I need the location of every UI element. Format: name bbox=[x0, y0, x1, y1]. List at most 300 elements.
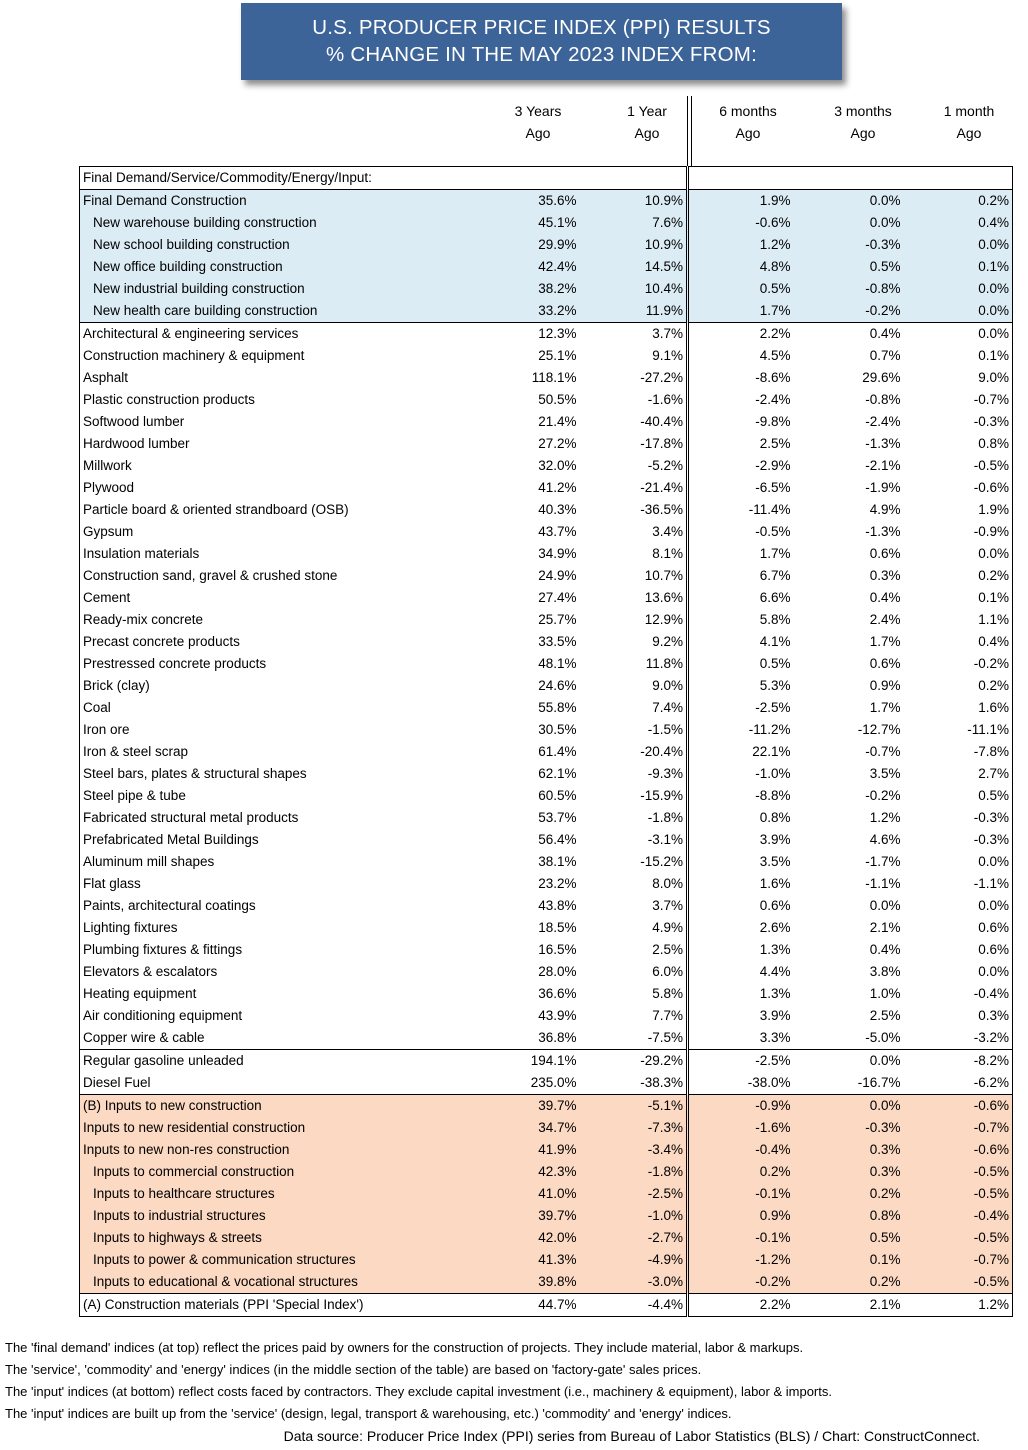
table-row bbox=[80, 234, 1013, 256]
value-3-months: 1.2% bbox=[869, 810, 901, 825]
data-source: Data source: Producer Price Index (PPI) series from Bureau of Labor Statistics (BLS) / Chart: ConstructConnect. bbox=[283, 1428, 980, 1444]
value-3-years: 43.9% bbox=[538, 1008, 577, 1023]
value-1-month: -0.3% bbox=[904, 829, 1013, 851]
value-1-year: -27.2% bbox=[580, 367, 688, 389]
value-3-months: -1.1% bbox=[865, 876, 901, 891]
value-3-years: 41.2% bbox=[538, 480, 577, 495]
value-6-months: -9.8% bbox=[688, 411, 794, 433]
value-1-month: 0.0% bbox=[904, 323, 1013, 346]
value-3-months: 0.2% bbox=[794, 1183, 904, 1205]
value-3-years: 35.6% bbox=[502, 190, 580, 213]
value-3-months: 0.4% bbox=[794, 323, 904, 346]
value-1-year: 10.9% bbox=[580, 190, 688, 213]
col-header-1-year: 1 Year Ago bbox=[627, 103, 667, 141]
value-6-months: -0.9% bbox=[688, 1095, 794, 1118]
value-3-months: 1.7% bbox=[869, 700, 901, 715]
table-row bbox=[80, 1183, 1013, 1205]
row-label: Softwood lumber bbox=[80, 411, 502, 433]
value-3-months: 0.0% bbox=[794, 1050, 904, 1073]
value-3-years: 33.2% bbox=[502, 300, 580, 323]
value-3-years: 43.7% bbox=[538, 524, 577, 539]
note-2: The 'service', 'commodity' and 'energy' indices (in the middle section of the table) are based on 'factory-gate' sales prices. bbox=[5, 1362, 702, 1377]
row-label: Iron ore bbox=[80, 719, 502, 741]
value-1-year: -7.5% bbox=[580, 1027, 688, 1050]
table-row bbox=[80, 1161, 1013, 1183]
value-3-months: 2.1% bbox=[869, 920, 901, 935]
value-6-months: -38.0% bbox=[688, 1072, 794, 1095]
value-6-months: 4.5% bbox=[688, 345, 794, 367]
table-row bbox=[80, 411, 1013, 433]
value-6-months: 0.6% bbox=[688, 895, 794, 917]
value-1-month: 0.1% bbox=[904, 587, 1013, 609]
value-1-year: 2.5% bbox=[580, 939, 688, 961]
value-1-month: -0.7% bbox=[904, 1249, 1013, 1271]
value-1-year: 4.9% bbox=[580, 917, 688, 939]
value-3-years: 39.7% bbox=[502, 1205, 580, 1227]
row-label: New school building construction bbox=[80, 234, 502, 256]
value-1-year: -36.5% bbox=[580, 499, 688, 521]
table-row bbox=[80, 917, 1013, 939]
table-row bbox=[80, 323, 1013, 346]
value-3-years: 60.5% bbox=[538, 788, 577, 803]
row-label: Steel bars, plates & structural shapes bbox=[80, 763, 502, 785]
table-row bbox=[80, 785, 1013, 807]
value-6-months: 0.9% bbox=[688, 1205, 794, 1227]
value-1-year: -1.8% bbox=[580, 1161, 688, 1183]
value-1-year: 7.4% bbox=[580, 697, 688, 719]
value-6-months: 1.7% bbox=[688, 300, 794, 323]
value-3-years: 41.0% bbox=[502, 1183, 580, 1205]
value-3-years: 118.1% bbox=[531, 370, 577, 385]
value-1-month: 0.3% bbox=[904, 1005, 1013, 1027]
row-label: Inputs to educational & vocational structures bbox=[80, 1271, 502, 1294]
value-1-month: 0.0% bbox=[904, 851, 1013, 873]
table-row bbox=[80, 675, 1013, 697]
value-6-months: 2.6% bbox=[688, 917, 794, 939]
row-label: Lighting fixtures bbox=[80, 917, 502, 939]
row-label: Heating equipment bbox=[80, 983, 502, 1005]
value-3-months: 3.5% bbox=[869, 766, 901, 781]
value-3-months: 0.4% bbox=[869, 590, 901, 605]
value-3-months: 0.9% bbox=[869, 678, 901, 693]
value-3-years: 34.7% bbox=[502, 1117, 580, 1139]
row-label: Brick (clay) bbox=[80, 675, 502, 697]
value-3-years: 24.6% bbox=[538, 678, 577, 693]
value-3-months: 0.5% bbox=[794, 256, 904, 278]
table-row bbox=[80, 873, 1013, 895]
value-1-month: 1.1% bbox=[904, 609, 1013, 631]
value-3-years: 30.5% bbox=[538, 722, 577, 737]
value-6-months: 6.6% bbox=[688, 587, 794, 609]
note-3: The 'input' indices (at bottom) reflect costs faced by contractors. They exclude capital investment (i.e., machinery & equipment), labor & imports. bbox=[5, 1384, 832, 1399]
row-label: Inputs to industrial structures bbox=[80, 1205, 502, 1227]
value-1-year: 8.1% bbox=[580, 543, 688, 565]
value-1-month: 0.2% bbox=[904, 565, 1013, 587]
table-row bbox=[80, 1117, 1013, 1139]
row-label: Construction sand, gravel & crushed stone bbox=[80, 565, 502, 587]
value-6-months: -2.4% bbox=[688, 389, 794, 411]
table-row bbox=[80, 697, 1013, 719]
value-3-years: 45.1% bbox=[502, 212, 580, 234]
row-label: Paints, architectural coatings bbox=[80, 895, 502, 917]
value-1-year: -38.3% bbox=[580, 1072, 688, 1095]
value-3-years: 42.0% bbox=[502, 1227, 580, 1249]
value-1-year: -1.5% bbox=[580, 719, 688, 741]
value-3-years: 55.8% bbox=[538, 700, 577, 715]
value-1-month: 0.0% bbox=[904, 895, 1013, 917]
value-3-years: 48.1% bbox=[538, 656, 577, 671]
row-label: Precast concrete products bbox=[80, 631, 502, 653]
value-3-months: -2.4% bbox=[865, 414, 901, 429]
table-row bbox=[80, 1294, 1013, 1317]
value-6-months: -0.5% bbox=[688, 521, 794, 543]
value-1-month: 0.2% bbox=[904, 190, 1013, 213]
value-3-months: 0.1% bbox=[794, 1249, 904, 1271]
value-3-months: 4.9% bbox=[869, 502, 901, 517]
value-3-months: -1.7% bbox=[865, 854, 901, 869]
value-1-month: -0.2% bbox=[904, 653, 1013, 675]
value-3-months: -0.2% bbox=[865, 788, 901, 803]
value-1-month: -0.5% bbox=[904, 455, 1013, 477]
table-row bbox=[80, 631, 1013, 653]
value-3-months: -0.3% bbox=[794, 1117, 904, 1139]
value-6-months: -11.2% bbox=[688, 719, 794, 741]
value-6-months: 1.3% bbox=[688, 983, 794, 1005]
table-row bbox=[80, 983, 1013, 1005]
row-label: Cement bbox=[80, 587, 502, 609]
value-3-months: -5.0% bbox=[865, 1030, 901, 1045]
value-1-year: -4.9% bbox=[580, 1249, 688, 1271]
value-6-months: -0.1% bbox=[688, 1227, 794, 1249]
value-6-months: -2.9% bbox=[688, 455, 794, 477]
value-1-month: 1.6% bbox=[904, 697, 1013, 719]
row-label: Regular gasoline unleaded bbox=[80, 1050, 502, 1073]
value-1-month: -1.1% bbox=[904, 873, 1013, 895]
value-3-years: 38.2% bbox=[502, 278, 580, 300]
col-header-3-years: 3 Years Ago bbox=[514, 103, 562, 141]
value-6-months: 3.5% bbox=[688, 851, 794, 873]
value-6-months: 4.8% bbox=[688, 256, 794, 278]
value-3-months: 2.1% bbox=[794, 1294, 904, 1317]
value-1-year: -2.5% bbox=[580, 1183, 688, 1205]
value-1-year: 3.7% bbox=[580, 895, 688, 917]
value-1-year: 9.2% bbox=[580, 631, 688, 653]
value-1-year: -3.0% bbox=[580, 1271, 688, 1294]
table-row bbox=[80, 521, 1013, 543]
table-row bbox=[80, 1027, 1013, 1050]
value-6-months: 0.5% bbox=[688, 278, 794, 300]
value-6-months: -2.5% bbox=[688, 1050, 794, 1073]
value-1-year: 3.7% bbox=[580, 323, 688, 346]
value-3-years: 43.8% bbox=[538, 898, 577, 913]
row-label: Construction machinery & equipment bbox=[80, 345, 502, 367]
table-row bbox=[80, 939, 1013, 961]
row-label: Flat glass bbox=[80, 873, 502, 895]
table-row bbox=[80, 455, 1013, 477]
value-1-month: 0.6% bbox=[904, 939, 1013, 961]
value-3-years: 194.1% bbox=[502, 1050, 580, 1073]
value-1-month: 2.7% bbox=[904, 763, 1013, 785]
value-1-year: 5.8% bbox=[580, 983, 688, 1005]
value-3-years: 235.0% bbox=[530, 1075, 577, 1090]
value-6-months: 1.2% bbox=[688, 234, 794, 256]
value-3-years: 16.5% bbox=[538, 942, 577, 957]
value-1-month: -3.2% bbox=[904, 1027, 1013, 1050]
value-1-month: -11.1% bbox=[904, 719, 1013, 741]
value-1-year: 13.6% bbox=[580, 587, 688, 609]
table-row bbox=[80, 1050, 1013, 1073]
value-6-months: -0.2% bbox=[688, 1271, 794, 1294]
value-3-years: 56.4% bbox=[538, 832, 577, 847]
table-row bbox=[80, 653, 1013, 675]
value-6-months: 3.3% bbox=[688, 1027, 794, 1050]
value-1-month: 0.5% bbox=[904, 785, 1013, 807]
value-6-months: 1.7% bbox=[688, 543, 794, 565]
value-3-months: 2.5% bbox=[869, 1008, 901, 1023]
value-6-months: 0.5% bbox=[688, 653, 794, 675]
value-1-year: -29.2% bbox=[580, 1050, 688, 1073]
value-3-months: 0.2% bbox=[794, 1271, 904, 1294]
value-1-month: 0.0% bbox=[904, 300, 1013, 323]
table-row bbox=[80, 256, 1013, 278]
value-3-months: 4.6% bbox=[869, 832, 901, 847]
table-row bbox=[80, 1205, 1013, 1227]
table-row bbox=[80, 278, 1013, 300]
row-label: New warehouse building construction bbox=[80, 212, 502, 234]
value-3-months: -0.2% bbox=[794, 300, 904, 323]
value-1-month: -6.2% bbox=[904, 1072, 1013, 1095]
value-3-months: 3.8% bbox=[869, 964, 901, 979]
value-6-months: 4.1% bbox=[688, 631, 794, 653]
value-6-months: -8.6% bbox=[688, 367, 794, 389]
table-row bbox=[80, 851, 1013, 873]
table-row bbox=[80, 1139, 1013, 1161]
value-1-year: -4.4% bbox=[580, 1294, 688, 1317]
value-1-month: 0.0% bbox=[904, 278, 1013, 300]
table-row bbox=[80, 609, 1013, 631]
table-row bbox=[80, 212, 1013, 234]
value-1-month: -0.5% bbox=[904, 1183, 1013, 1205]
ppi-table bbox=[79, 166, 1012, 1317]
row-label: Particle board & oriented strandboard (OSB) bbox=[80, 499, 502, 521]
value-6-months: 0.2% bbox=[688, 1161, 794, 1183]
row-label: Fabricated structural metal products bbox=[80, 807, 502, 829]
value-1-month: 0.6% bbox=[904, 917, 1013, 939]
value-3-years: 25.1% bbox=[538, 348, 577, 363]
table-row bbox=[80, 1271, 1013, 1294]
value-6-months: 3.9% bbox=[688, 1005, 794, 1027]
value-3-months: -16.7% bbox=[857, 1075, 901, 1090]
header-double-divider bbox=[687, 96, 692, 166]
value-3-months: -1.3% bbox=[865, 436, 901, 451]
value-6-months: -8.8% bbox=[688, 785, 794, 807]
col-header-3-months: 3 months Ago bbox=[834, 103, 892, 141]
value-1-month: 1.2% bbox=[904, 1294, 1013, 1317]
table-row bbox=[80, 1249, 1013, 1271]
value-6-months: 4.4% bbox=[688, 961, 794, 983]
row-label: Inputs to healthcare structures bbox=[80, 1183, 502, 1205]
row-label: Millwork bbox=[80, 455, 502, 477]
value-3-years: 28.0% bbox=[538, 964, 577, 979]
value-3-months: 0.3% bbox=[794, 1139, 904, 1161]
value-1-year: -2.7% bbox=[580, 1227, 688, 1249]
row-label: Architectural & engineering services bbox=[80, 323, 502, 346]
table-row bbox=[80, 587, 1013, 609]
row-label: Aluminum mill shapes bbox=[80, 851, 502, 873]
row-label: Asphalt bbox=[80, 367, 502, 389]
value-3-years: 61.4% bbox=[538, 744, 577, 759]
value-3-months: 0.7% bbox=[869, 348, 901, 363]
note-4: The 'input' indices are built up from the 'service' (design, legal, transport & warehousing, etc.) 'commodity' and 'energy' indices. bbox=[5, 1406, 732, 1421]
value-3-months: 0.0% bbox=[794, 190, 904, 213]
value-6-months: 6.7% bbox=[688, 565, 794, 587]
value-1-year: -40.4% bbox=[580, 411, 688, 433]
value-1-month: 9.0% bbox=[904, 367, 1013, 389]
value-3-years: 36.8% bbox=[538, 1030, 577, 1045]
title-banner bbox=[241, 3, 842, 80]
value-3-months: 2.4% bbox=[869, 612, 901, 627]
value-6-months: 2.5% bbox=[688, 433, 794, 455]
value-3-years: 34.9% bbox=[538, 546, 577, 561]
table-row bbox=[80, 543, 1013, 565]
value-1-year: 9.1% bbox=[580, 345, 688, 367]
value-6-months: 0.8% bbox=[688, 807, 794, 829]
value-3-months: 0.6% bbox=[869, 546, 901, 561]
row-label: Air conditioning equipment bbox=[80, 1005, 502, 1027]
table-row bbox=[80, 1072, 1013, 1095]
row-label: Plywood bbox=[80, 477, 502, 499]
value-1-year: 8.0% bbox=[580, 873, 688, 895]
value-3-months: 0.5% bbox=[794, 1227, 904, 1249]
value-1-month: 0.8% bbox=[904, 433, 1013, 455]
value-3-months: 0.4% bbox=[869, 942, 901, 957]
value-1-year: -1.0% bbox=[580, 1205, 688, 1227]
value-1-year: -15.9% bbox=[580, 785, 688, 807]
value-3-years: 27.2% bbox=[538, 436, 577, 451]
value-1-year: 9.0% bbox=[580, 675, 688, 697]
row-label: Elevators & escalators bbox=[80, 961, 502, 983]
value-1-year: -1.8% bbox=[580, 807, 688, 829]
value-1-year: -21.4% bbox=[580, 477, 688, 499]
row-label: New industrial building construction bbox=[80, 278, 502, 300]
table-row bbox=[80, 1227, 1013, 1249]
value-1-year: -1.6% bbox=[580, 389, 688, 411]
table-row bbox=[80, 190, 1013, 213]
value-3-months: 1.0% bbox=[869, 986, 901, 1001]
value-1-month: -0.3% bbox=[904, 807, 1013, 829]
row-label: Final Demand Construction bbox=[80, 190, 502, 213]
value-6-months: -1.0% bbox=[688, 763, 794, 785]
table-row bbox=[80, 1005, 1013, 1027]
value-3-years: 53.7% bbox=[538, 810, 577, 825]
value-3-months: 1.7% bbox=[869, 634, 901, 649]
row-label: Inputs to new residential construction bbox=[80, 1117, 502, 1139]
value-1-month: 0.2% bbox=[904, 675, 1013, 697]
value-6-months: 5.3% bbox=[688, 675, 794, 697]
title-line-1: U.S. PRODUCER PRICE INDEX (PPI) RESULTS bbox=[312, 16, 771, 39]
value-6-months: -2.5% bbox=[688, 697, 794, 719]
value-3-years: 32.0% bbox=[538, 458, 577, 473]
value-6-months: 1.9% bbox=[688, 190, 794, 213]
table-row bbox=[80, 300, 1013, 323]
value-3-months: 0.0% bbox=[869, 898, 901, 913]
value-1-year: 6.0% bbox=[580, 961, 688, 983]
col-header-6-months: 6 months Ago bbox=[719, 103, 777, 141]
value-1-year: 10.4% bbox=[580, 278, 688, 300]
value-3-years: 41.9% bbox=[502, 1139, 580, 1161]
row-label: Plumbing fixtures & fittings bbox=[80, 939, 502, 961]
row-label: Iron & steel scrap bbox=[80, 741, 502, 763]
value-3-months: -12.7% bbox=[857, 722, 901, 737]
value-3-months: 0.3% bbox=[869, 568, 901, 583]
value-3-years: 44.7% bbox=[502, 1294, 580, 1317]
table-row bbox=[80, 829, 1013, 851]
value-1-year: 11.9% bbox=[580, 300, 688, 323]
value-1-month: 0.4% bbox=[904, 212, 1013, 234]
table-row bbox=[80, 367, 1013, 389]
table-row bbox=[80, 565, 1013, 587]
value-1-month: -0.3% bbox=[904, 411, 1013, 433]
row-label: Inputs to highways & streets bbox=[80, 1227, 502, 1249]
title-line-2: % CHANGE IN THE MAY 2023 INDEX FROM: bbox=[326, 43, 757, 66]
row-label: Diesel Fuel bbox=[80, 1072, 502, 1095]
row-label: Hardwood lumber bbox=[80, 433, 502, 455]
row-label: Inputs to power & communication structures bbox=[80, 1249, 502, 1271]
value-1-month: -8.2% bbox=[904, 1050, 1013, 1073]
value-1-month: -0.7% bbox=[904, 389, 1013, 411]
value-3-months: -0.7% bbox=[865, 744, 901, 759]
row-label: Insulation materials bbox=[80, 543, 502, 565]
row-label: Inputs to new non-res construction bbox=[80, 1139, 502, 1161]
value-6-months: 5.8% bbox=[688, 609, 794, 631]
value-3-years: 25.7% bbox=[538, 612, 577, 627]
value-1-year: 7.7% bbox=[580, 1005, 688, 1027]
value-1-year: -15.2% bbox=[580, 851, 688, 873]
value-3-years: 41.3% bbox=[502, 1249, 580, 1271]
value-1-year: 12.9% bbox=[580, 609, 688, 631]
value-6-months: -6.5% bbox=[688, 477, 794, 499]
value-6-months: 22.1% bbox=[688, 741, 794, 763]
value-3-months: 0.0% bbox=[794, 1095, 904, 1118]
value-1-year: 7.6% bbox=[580, 212, 688, 234]
value-3-years: 23.2% bbox=[538, 876, 577, 891]
row-label: Prefabricated Metal Buildings bbox=[80, 829, 502, 851]
value-1-year: -3.1% bbox=[580, 829, 688, 851]
value-3-years: 39.8% bbox=[502, 1271, 580, 1294]
value-6-months: -0.4% bbox=[688, 1139, 794, 1161]
value-3-years: 29.9% bbox=[502, 234, 580, 256]
footnotes bbox=[5, 1337, 832, 1425]
value-1-year: -3.4% bbox=[580, 1139, 688, 1161]
table-row bbox=[80, 895, 1013, 917]
row-label: Prestressed concrete products bbox=[80, 653, 502, 675]
row-label: New health care building construction bbox=[80, 300, 502, 323]
value-3-years: 42.4% bbox=[502, 256, 580, 278]
table-row bbox=[80, 719, 1013, 741]
value-1-year: 10.7% bbox=[580, 565, 688, 587]
value-3-years: 36.6% bbox=[538, 986, 577, 1001]
value-3-months: -0.8% bbox=[865, 392, 901, 407]
table-row bbox=[80, 477, 1013, 499]
value-1-month: 0.0% bbox=[904, 543, 1013, 565]
table-row bbox=[80, 807, 1013, 829]
value-1-year: -5.1% bbox=[580, 1095, 688, 1118]
value-3-months: 0.0% bbox=[794, 212, 904, 234]
value-1-year: -17.8% bbox=[580, 433, 688, 455]
value-1-month: -0.5% bbox=[904, 1227, 1013, 1249]
value-1-year: -9.3% bbox=[580, 763, 688, 785]
value-3-years: 24.9% bbox=[538, 568, 577, 583]
